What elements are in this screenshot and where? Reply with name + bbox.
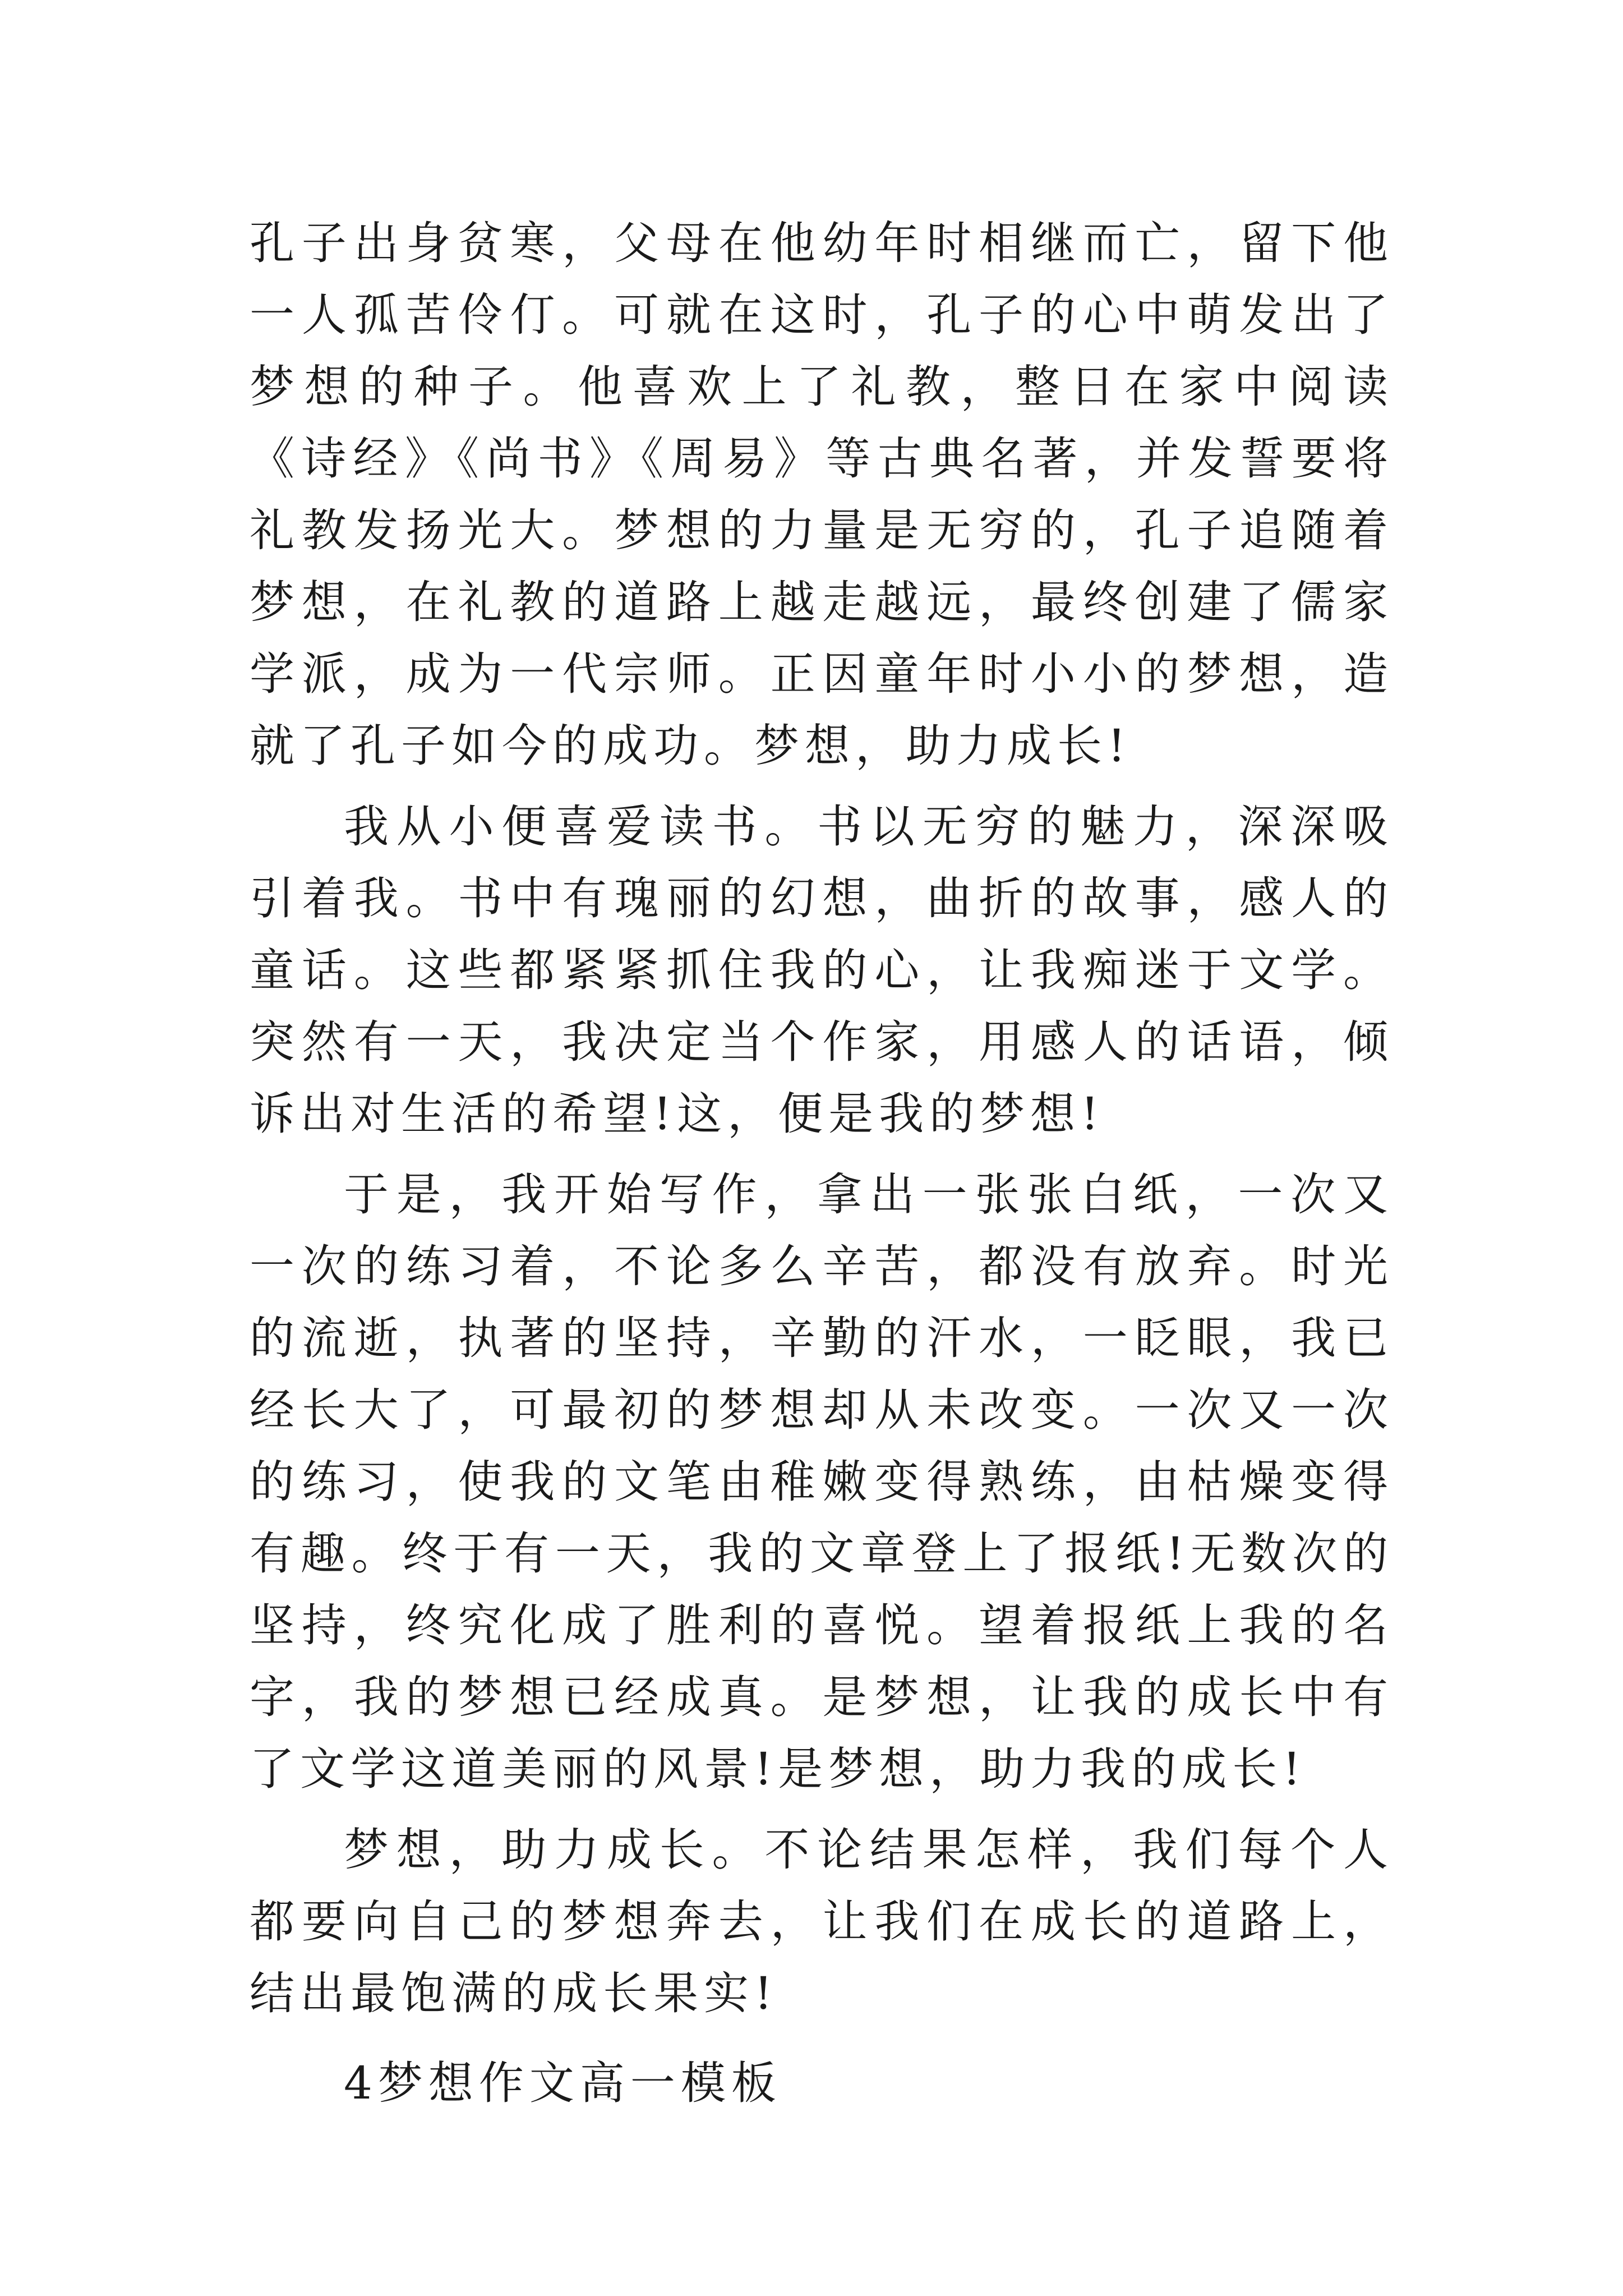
paragraph-confucius: 孔子出身贫寒，父母在他幼年时相继而亡，留下他一人孤苦伶仃。可就在这时，孔子的心中萌发出了梦想的种子。他喜欢上了礼教，整日在家中阅读《诗经》《尚书》《周易》等古典名著，并发誓要将礼教发扬光大。梦想的力量是无穷的，孔子追随着梦想，在礼教的道路上越走越远，最终创建了儒家学派，成为一代宗师。正因童年时小小的梦想，造就了孔子如今的成功。梦想，助力成长! <box>250 217 1394 772</box>
paragraph-conclusion: 梦想，助力成长。不论结果怎样，我们每个人都要向自己的梦想奔去，让我们在成长的道路上，结出最饱满的成长果实! <box>250 1824 1394 2019</box>
paragraph-love-of-reading: 我从小便喜爱读书。书以无穷的魅力，深深吸引着我。书中有瑰丽的幻想，曲折的故事，感人的童话。这些都紧紧抓住我的心，让我痴迷于文学。突然有一天，我决定当个作家，用感人的话语，倾诉出对生活的希望!这，便是我的梦想! <box>250 800 1394 1140</box>
paragraph-writing-practice: 于是，我开始写作，拿出一张张白纸，一次又一次的练习着，不论多么辛苦，都没有放弃。时光的流逝，执著的坚持，辛勤的汗水，一眨眼，我已经长大了，可最初的梦想却从未改变。一次又一次的练习，使我的文笔由稚嫩变得熟练，由枯燥变得有趣。终于有一天，我的文章登上了报纸!无数次的坚持，终究化成了胜利的喜悦。望着报纸上我的名字，我的梦想已经成真。是梦想，让我的成长中有了文学这道美丽的风景!是梦想，助力我的成长! <box>250 1168 1394 1795</box>
section-heading: 4梦想作文高一模板 <box>344 2057 782 2109</box>
document-body <box>250 208 1394 2119</box>
